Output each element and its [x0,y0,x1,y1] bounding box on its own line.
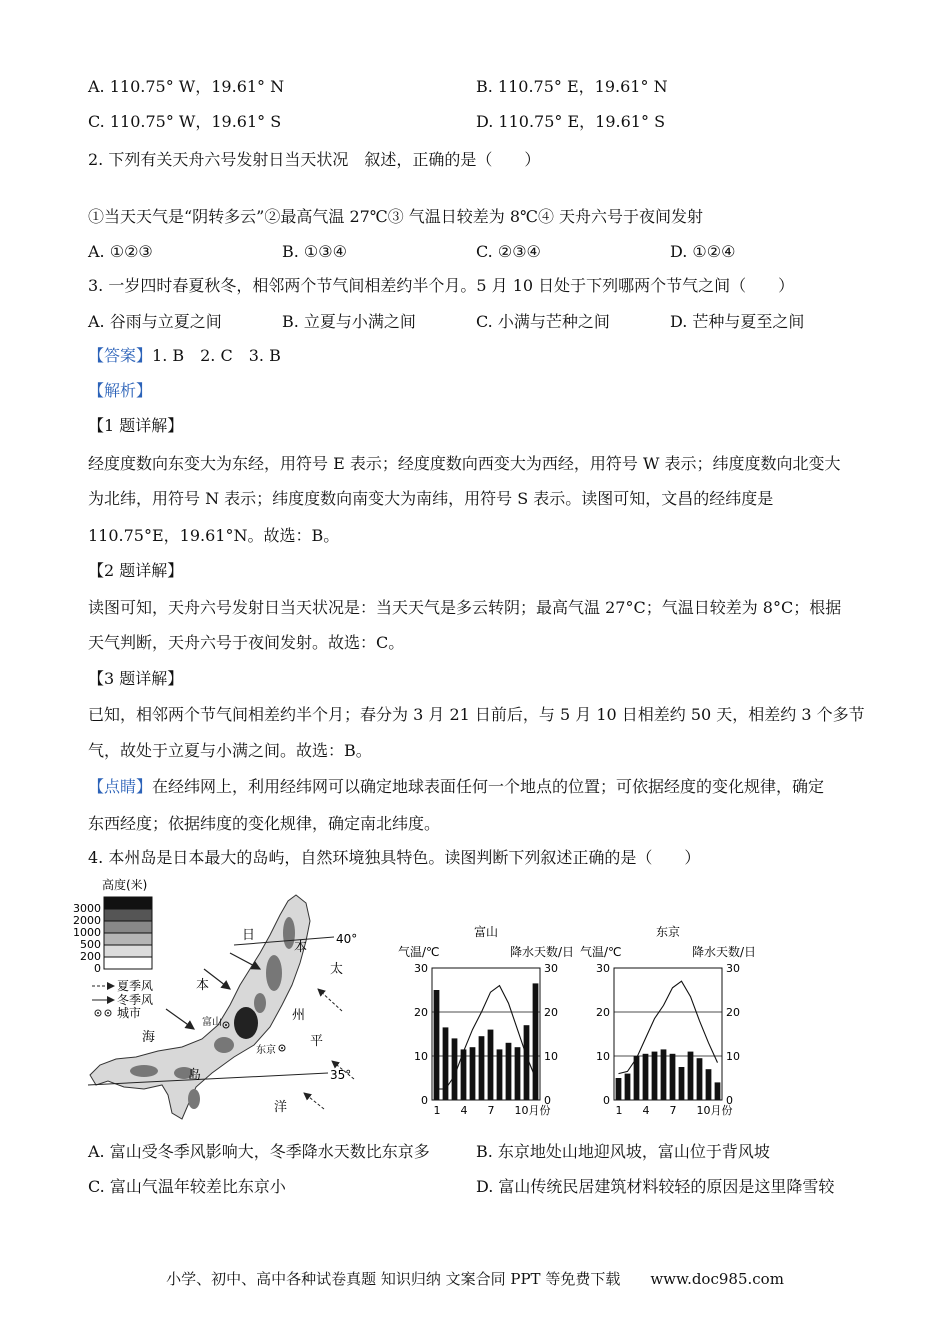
precip-bar [661,1049,667,1100]
detail1-line3: 110.75°E，19.61°N。故选：B。 [88,526,340,545]
precip-bar [470,1047,476,1100]
y-axis-left-label: 气温/℃ [398,945,440,959]
tip-label: 【点睛】 [88,777,153,796]
detail2-line1: 读图可知，天舟六号发射日当天状况是：当天天气是多云转阴；最高气温 27°C；气温日较差为 8°C；根据 [88,598,842,617]
elevation-legend [104,897,152,969]
precip-bar [524,1025,530,1100]
map-label: 岛 [188,1068,202,1083]
legend-city: 城市 [117,1006,142,1020]
temperature-line [437,986,536,1089]
y-tick-right: 0 [544,1094,551,1107]
page-footer: 小学、初中、高中各种试卷真题 知识归纳 文案合同 PPT 等免费下载 www.doc985.com [166,1270,784,1288]
lat35-label: 35° [330,1068,352,1082]
detail1-line2: 为北纬，用符号 N 表示；纬度度数向南变大为南纬，用符号 S 表示。读图可知，文昌的经纬度是 [88,489,774,508]
elev-tick: 500 [80,938,101,951]
x-tick-label: 10月份 [514,1104,551,1117]
chart-title: 东京 [655,925,681,939]
temperature-line [619,981,718,1073]
detail3-line1: 已知，相邻两个节气间相差约半个月；春分为 3 月 21 日前后，与 5 月 10 日相差约 50 天，相差约 3 个多节 [88,705,865,724]
y-tick-right: 20 [544,1006,558,1019]
precip-bar [625,1074,631,1100]
map-label: 本 [294,940,308,955]
detail1-heading: 【1 题详解】 [88,416,184,435]
y-axis-right-label: 降水天数/日 [509,945,574,959]
chart-title: 富山 [473,925,499,939]
q3-option-a: A. 谷雨与立夏之间 [88,312,222,331]
tip-text1: 在经纬网上，利用经纬网可以确定地球表面任何一个地点的位置；可依据经度的变化规律，确定 [152,777,825,796]
elev-tick: 0 [94,962,101,975]
tip-line2: 东西经度；依据纬度的变化规律，确定南北纬度。 [88,814,441,833]
answer-text: 1. B 2. C 3. B [152,346,281,365]
q3-option-b: B. 立夏与小满之间 [282,312,416,331]
precip-bar [634,1056,640,1100]
elev-tick: 3000 [73,902,101,915]
detail3-heading: 【3 题详解】 [88,669,184,688]
precip-bar [515,1047,521,1100]
analysis-label: 【解析】 [88,381,153,400]
q4-stem: 4. 本州岛是日本最大的岛屿，自然环境独具特色。读图判断下列叙述正确的是（ ） [88,848,701,867]
elev-tick: 2000 [73,914,101,927]
y-tick-left: 30 [596,962,610,975]
q3-option-c: C. 小满与芒种之间 [476,312,610,331]
q4-option-b: B. 东京地处山地迎风坡，富山位于背风坡 [476,1142,770,1161]
map-label: 洋 [274,1100,288,1115]
precip-bar [434,990,440,1100]
y-tick-right: 20 [726,1006,740,1019]
city-toyama-label: 富山 [202,1017,222,1028]
precip-bar [670,1054,676,1100]
climate-chart-tokyo [576,920,758,1120]
city-tokyo-marker [279,1045,285,1051]
precip-bar [643,1054,649,1100]
elev-tick: 1000 [73,926,101,939]
precip-bar [706,1069,712,1100]
precip-bar [497,1049,503,1100]
y-tick-right: 10 [544,1050,558,1063]
city-tokyo-label: 东京 [256,1045,276,1056]
elev-tick: 200 [80,950,101,963]
precip-bar [479,1036,485,1100]
winter-monsoon-arrow [166,1009,194,1029]
legend-winter: 冬季风 [117,993,154,1007]
q2-items: ①当天天气是“阴转多云”②最高气温 27℃③ 气温日较差为 8℃④ 天舟六号于夜间发射 [88,207,704,226]
map-label: 海 [142,1030,156,1045]
map-label: 日 [242,928,256,943]
precip-bar [506,1043,512,1100]
y-axis-left-label: 气温/℃ [580,945,622,959]
precip-bar [533,983,539,1100]
legend-summer: 夏季风 [117,979,154,993]
detail2-heading: 【2 题详解】 [88,561,184,580]
precip-bar [697,1058,703,1100]
lat40-label: 40° [336,932,358,946]
detail3-line2: 气，故处于立夏与小满之间。故选：B。 [88,741,372,760]
q1-option-b: B. 110.75° E，19.61° N [476,77,668,96]
q2-option-d: D. ①②④ [670,242,736,261]
q3-option-d: D. 芒种与夏至之间 [670,312,805,331]
map-label: 平 [310,1034,324,1049]
city-legend-icon [95,1010,111,1016]
precip-bar [652,1052,658,1100]
q2-option-a: A. ①②③ [88,242,153,261]
answer-line [88,344,281,368]
q2-option-c: C. ②③④ [476,242,541,261]
q1-option-c: C. 110.75° W，19.61° S [88,112,282,131]
y-tick-right: 30 [544,962,558,975]
tip-line1 [88,775,824,799]
q2-option-b: B. ①③④ [282,242,347,261]
precip-bar [616,1078,622,1100]
q3-stem: 3. 一岁四时春夏秋冬，相邻两个节气间相差约半个月。5 月 10 日处于下列哪两个节气之间（ ） [88,276,795,295]
summer-monsoon-arrow [304,1093,324,1109]
y-tick-left: 0 [603,1094,610,1107]
q4-option-c: C. 富山气温年较差比东京小 [88,1177,286,1196]
y-tick-right: 10 [726,1050,740,1063]
q1-option-a: A. 110.75° W，19.61° N [88,77,285,96]
precip-bar [488,1030,494,1100]
q4-option-d: D. 富山传统民居建筑材料较轻的原因是这里降雪较 [476,1177,835,1196]
q2-stem: 2. 下列有关天舟六号发射日当天状况 叙述，正确的是（ ） [88,150,541,169]
y-tick-right: 30 [726,962,740,975]
y-axis-right-label: 降水天数/日 [691,945,756,959]
x-tick-label: 7 [669,1104,677,1117]
precip-bar [679,1067,685,1100]
map-label: 州 [292,1008,306,1023]
y-tick-right: 0 [726,1094,733,1107]
y-tick-left: 10 [596,1050,610,1063]
x-tick-label: 1 [433,1104,441,1117]
answer-label: 【答案】 [88,346,153,365]
y-tick-left: 30 [414,962,428,975]
q1-option-d: D. 110.75° E，19.61° S [476,112,666,131]
x-tick-label: 4 [642,1104,650,1117]
detail1-line1: 经度度数向东变大为东经，用符号 E 表示；经度度数向西变大为西经，用符号 W 表示；纬度度数向北变大 [88,454,841,473]
map-label: 太 [330,962,344,977]
japan-map [73,873,394,1135]
legend-title: 高度(米) [102,878,148,892]
y-tick-left: 20 [596,1006,610,1019]
x-tick-label: 10月份 [696,1104,733,1117]
precip-bar [688,1052,694,1100]
x-tick-label: 1 [615,1104,623,1117]
climate-chart-toyama [394,920,576,1120]
summer-monsoon-arrow [318,989,342,1011]
y-tick-left: 10 [414,1050,428,1063]
x-tick-label: 4 [460,1104,468,1117]
x-tick-label: 7 [487,1104,495,1117]
q4-option-a: A. 富山受冬季风影响大，冬季降水天数比东京多 [88,1142,430,1161]
y-tick-left: 20 [414,1006,428,1019]
detail2-line2: 天气判断，天舟六号于夜间发射。故选：C。 [88,633,405,652]
map-label: 本 [196,978,210,993]
precip-bar [715,1082,721,1100]
y-tick-left: 0 [421,1094,428,1107]
